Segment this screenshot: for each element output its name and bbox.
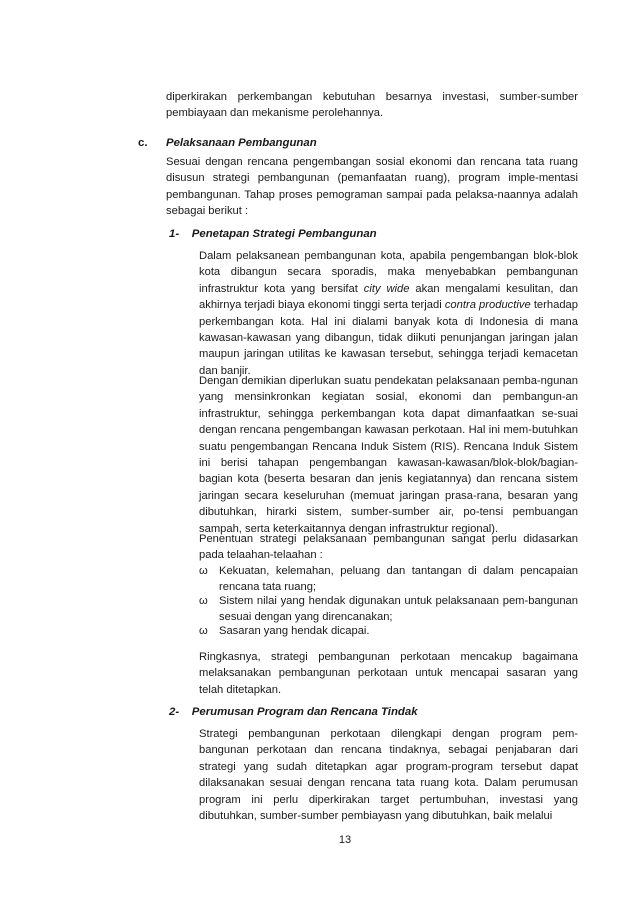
item-1-heading: 1- Penetapan Strategi Pembangunan xyxy=(169,228,377,240)
item-1-paragraph-1-text-b: akan mengalami kesulitan, dan akhirnya terjadi biaya ekonomi tinggi serta terjadi xyxy=(199,282,579,312)
item-2-paragraph-1: Strategi pembangunan perkotaan dilengkapi dengan program pem-bangunan perkotaan dan rencana tindaknya, sebagai penjabaran dari strategi yang sudah ditetapkan agar program-program tersebut dapat dilaksanakan sesuai dengan rencana tata ruang kota. Dalam perumusan program ini perlu diperkirakan target pertumbuhan, investasi yang dibutuhkan, sumber-sumber pembiayasn yang dibutuhkan, baik melalui xyxy=(199,728,578,823)
bullet-symbol: ω xyxy=(199,625,208,637)
bullet-item: Sasaran yang hendak dicapai. xyxy=(219,625,370,637)
bullet-item: Kekuatan, kelemahan, peluang dan tantangan di dalam pencapaian rencana tata ruang; xyxy=(219,565,578,594)
bullet-symbol: ω xyxy=(199,595,208,607)
section-c-title: Pelaksanaan Pembangunan xyxy=(166,137,317,149)
item-1-paragraph-4: Ringkasnya, strategi pembangunan perkotaan mencakup bagaimana melaksanakan pembangunan perkotaan untuk mencapai sasaran yang telah ditetapkan. xyxy=(199,651,578,696)
section-c-paragraph: Sesuai dengan rencana pengembangan sosial ekonomi dan rencana tata ruang disusun strategi pembangunan (pemanfaatan ruang), program imple-mentasi pembangunan. Tahap proses pemograman sampai pada pelaksa-naannya adalah sebagai berikut : xyxy=(166,156,578,218)
bullet-item: Sistem nilai yang hendak digunakan untuk pelaksanaan pem-bangunan sesuai dengan yang direncanakan; xyxy=(219,595,578,624)
italic-term-city-wide: city wide xyxy=(363,282,410,295)
section-c-marker: c. xyxy=(138,137,148,149)
item-1-paragraph-2: Dengan demikian diperlukan suatu pendekatan pelaksanaan pemba-ngunan yang mensinkronkan kegiatan sosial, ekonomi dan pembangun-an infrastruktur, sehingga perkembangan kota dapat dimanfaatkan se-suai dengan rencana pengembangan kawasan perkotaan. Hal ini mem-butuhkan suatu pengembangan Rencana Induk Sistem (RIS). Rencana Induk Sistem ini berisi tahapan pengembangan kawasan-kawasan/blok-blok/bagian-bagian kota (beserta besaran dan jenis kegiatannya) dan rencana sistem jaringan secara keseluruhan (memuat jaringan prasa-rana, besaran yang dibutuhkan, hirarki sistem, sumber-sumber air, po-tensi pembuangan sampah, serta keterkaitannya dengan infrastruktur regional). xyxy=(199,375,578,535)
page-number: 13 xyxy=(338,834,352,846)
italic-term-contra-productive: contra productive xyxy=(444,299,531,312)
item-1-paragraph-3: Penentuan strategi pelaksanaan pembangunan sangat perlu didasarkan pada telaahan-telaahan : xyxy=(199,533,578,562)
item-1-paragraph-1-text-a: Dalam pelaksanean pembangunan kota, apabila pengembangan blok-blok kota dibangun secara sporadis, maka menyebabkan pembangunan infrastruktur kota yang bersifat xyxy=(199,250,578,295)
item-1-paragraph-1 xyxy=(199,248,578,379)
bullet-symbol: ω xyxy=(199,565,208,577)
item-2-heading: 2- Perumusan Program dan Rencana Tindak xyxy=(169,706,418,718)
intro-paragraph: diperkirakan perkembangan kebutuhan besarnya investasi, sumber-sumber pembiayaan dan mekanisme perolehannya. xyxy=(166,91,578,120)
item-1-paragraph-1-text-c: terhadap perkembangan kota. Hal ini dialami banyak kota di Indonesia di mana kawasan-kawasan yang dibangun, tidak diikuti penunjangan jaringan jalan maupun jaringan utilitas ke kawasan tersebut, sehingga terjadi kemacetan dan banjir. xyxy=(199,299,578,377)
